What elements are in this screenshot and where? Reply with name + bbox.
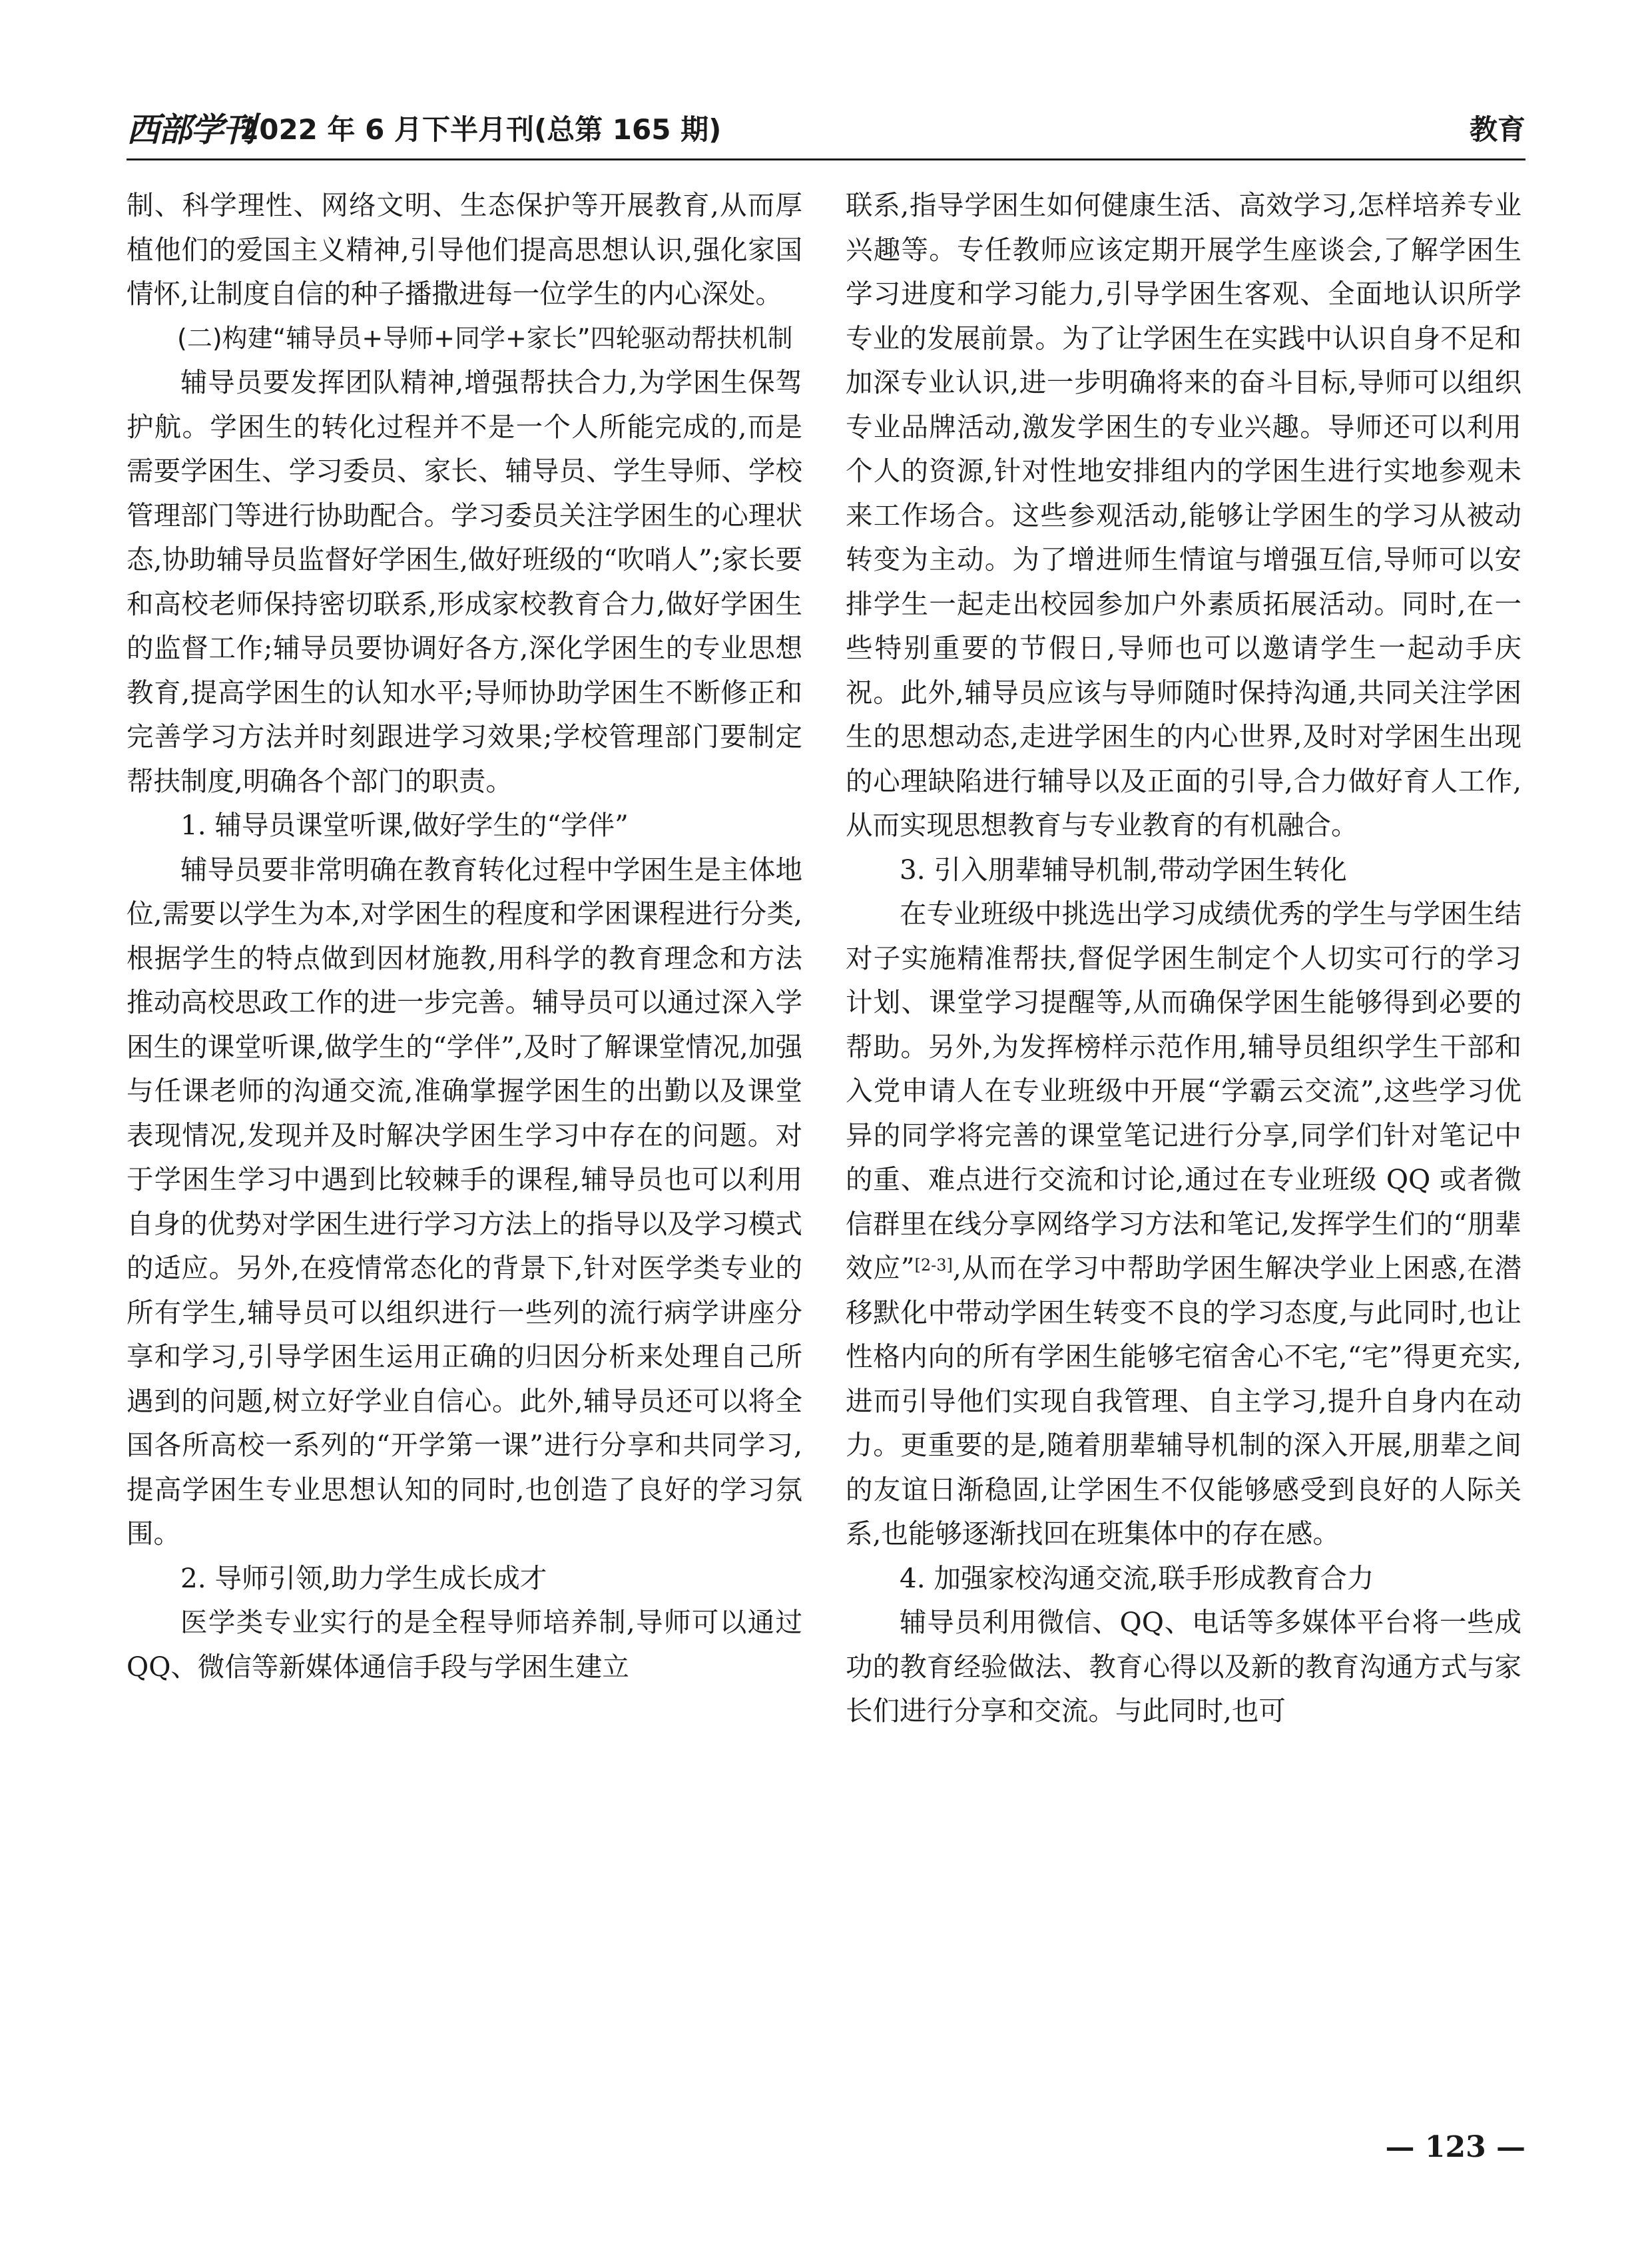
paragraph: 辅导员要非常明确在教育转化过程中学困生是主体地位,需要以学生为本,对学困生的程度和学困课程进行分类,根据学生的特点做到因材施教,用科学的教育理念和方法推动高校思政工作的进一步完善。辅导员可以通过深入学困生的课堂听课,做学生的“学伴”,及时了解课堂情况,加强与任课老师的沟通交流,准确掌握学困生的出勤以及课堂表现情况,发现并及时解决学困生学习中存在的问题。对于学困生学习中遇到比较棘手的课程,辅导员也可以利用自身的优势对学困生进行学习方法上的指导以及学习模式的适应。另外,在疫情常态化的背景下,针对医学类专业的所有学生,辅导员可以组织进行一些列的流行病学讲座分享和学习,引导学困生运用正确的归因分析来处理自己所遇到的问题,树立好学业自信心。此外,辅导员还可以将全国各所高校一系列的“开学第一课”进行分享和共同学习,提高学困生专业思想认知的同时,也创造了良好的学习氛围。 xyxy=(127,853,802,1549)
paragraph-text: 在专业班级中挑选出学习成绩优秀的学生与学困生结对子实施精准帮扶,督促学困生制定个人切实可行的学习计划、课堂学习提醒等,从而确保学困生能够得到必要的帮助。另外,为发挥榜样示范作用,辅导员组织学生干部和入党申请人在专业班级中开展“学霸云交流”,这些学习优异的同学将完善的课堂笔记进行分享,同学们针对笔记中的重、难点进行交流和讨论,通过在专业班级 QQ 或者微信群里在线分享网络学习方法和笔记,发挥学生们的“朋辈效应” xyxy=(846,898,1521,1284)
left-column xyxy=(127,183,802,2048)
paragraph: 联系,指导学困生如何健康生活、高效学习,怎样培养专业兴趣等。专任教师应该定期开展学生座谈会,了解学困生学习进度和学习能力,引导学困生客观、全面地认识所学专业的发展前景。为了让学困生在实践中认识自身不足和加深专业认识,进一步明确将来的奋斗目标,导师可以组织专业品牌活动,激发学困生的专业兴趣。导师还可以利用个人的资源,针对性地安排组内的学困生进行实地参观未来工作场合。这些参观活动,能够让学困生的学习从被动转变为主动。为了增进师生情谊与增强互信,导师可以安排学生一起走出校园参加户外素质拓展活动。同时,在一些特别重要的节假日,导师也可以邀请学生一起动手庆祝。此外,辅导员应该与导师随时保持沟通,共同关注学困生的思想动态,走进学困生的内心世界,及时对学困生出现的心理缺陷进行辅导以及正面的引导,合力做好育人工作,从而实现思想教育与专业教育的有机融合。 xyxy=(846,189,1521,841)
subsection-heading: 2. 导师引领,助力学生成长成才 xyxy=(180,1561,547,1594)
subsection-heading: 1. 辅导员课堂听课,做好学生的“学伴” xyxy=(180,809,629,841)
paragraph xyxy=(846,892,1521,1556)
right-column xyxy=(846,183,1521,2048)
paragraph: 辅导员要发挥团队精神,增强帮扶合力,为学困生保驾护航。学困生的转化过程并不是一个人所能完成的,而是需要学困生、学习委员、家长、辅导员、学生导师、学校管理部门等进行协助配合。学习委员关注学困生的心理状态,协助辅导员监督好学困生,做好班级的“吹哨人”;家长要和高校老师保持密切联系,形成家校教育合力,做好学困生的监督工作;辅导员要协调好各方,深化学困生的专业思想教育,提高学困生的认知水平;导师协助学困生不断修正和完善学习方法并时刻跟进学习效果;学校管理部门要制定帮扶制度,明确各个部门的职责。 xyxy=(127,366,802,797)
header-rule xyxy=(127,158,1525,160)
citation-ref: [2-3] xyxy=(914,1256,953,1274)
page-number: — 123 — xyxy=(1385,2130,1525,2164)
paragraph-text: ,从而在学习中帮助学困生解决学业上困惑,在潜移默化中带动学困生转变不良的学习态度,与此同时,也让性格内向的所有学困生能够宅宿舍心不宅,“宅”得更充实,进而引导他们实现自我管理、自主学习,提升自身内在动力。更重要的是,随着朋辈辅导机制的深入开展,朋辈之间的友谊日渐稳固,让学困生不仅能够感受到良好的人际关系,也能够逐渐找回在班集体中的存在感。 xyxy=(846,1252,1521,1549)
subsection-heading: 3. 引入朋辈辅导机制,带动学困生转化 xyxy=(900,853,1347,886)
paragraph: 制、科学理性、网络文明、生态保护等开展教育,从而厚植他们的爱国主义精神,引导他们提高思想认识,强化家国情怀,让制度自信的种子播撒进每一位学生的内心深处。 xyxy=(127,189,802,310)
running-header xyxy=(127,107,1525,153)
journal-logo: 西部学刊 xyxy=(127,110,254,149)
subsection-heading: 4. 加强家校沟通交流,联手形成教育合力 xyxy=(900,1561,1374,1594)
section-name: 教育 xyxy=(1469,113,1525,146)
issue-info: 2022 年 6 月下半月刊(总第 165 期) xyxy=(240,113,722,146)
section-heading: (二)构建“辅导员+导师+同学+家长”四轮驱动帮扶机制 xyxy=(177,323,793,353)
paragraph: 医学类专业实行的是全程导师培养制,导师可以通过 QQ、微信等新媒体通信手段与学困生建立 xyxy=(127,1606,802,1683)
paragraph: 辅导员利用微信、QQ、电话等多媒体平台将一些成功的教育经验做法、教育心得以及新的教育沟通方式与家长们进行分享和交流。与此同时,也可 xyxy=(846,1606,1521,1727)
